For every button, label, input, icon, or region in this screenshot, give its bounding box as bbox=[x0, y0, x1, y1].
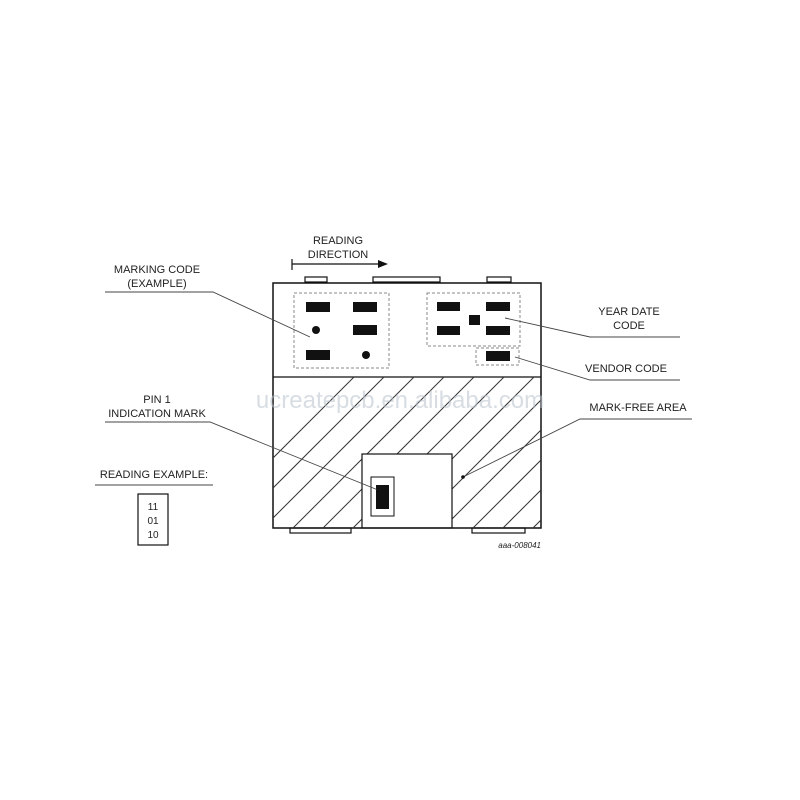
marking-code-label-1: MARKING CODE bbox=[113, 264, 201, 276]
mark-free-area-label: MARK-FREE AREA bbox=[589, 402, 687, 414]
pad-top-right bbox=[487, 277, 511, 282]
reading-example-row-3: 10 bbox=[147, 530, 159, 541]
reading-direction-label-2: DIRECTION bbox=[307, 249, 369, 261]
reading-direction-label-1: READING bbox=[312, 235, 364, 247]
year-date-code-matrix bbox=[427, 293, 520, 346]
year-date-code-label-1: YEAR DATE bbox=[598, 306, 660, 318]
reading-example-row-1: 11 bbox=[147, 502, 159, 513]
pin1-label-2: INDICATION MARK bbox=[108, 408, 206, 420]
pin1-label-1: PIN 1 bbox=[143, 394, 171, 406]
reading-example-label: READING EXAMPLE: bbox=[99, 469, 209, 481]
reference-code: aaa-008041 bbox=[498, 541, 541, 550]
vendor-code-matrix bbox=[476, 348, 519, 365]
marking-code-label-2: (EXAMPLE) bbox=[127, 278, 187, 290]
leader-marking-code bbox=[105, 292, 310, 337]
leader-mark-free bbox=[463, 419, 692, 477]
pad-top-left bbox=[305, 277, 327, 282]
pin1-indication-mark bbox=[371, 477, 394, 516]
leader-year-date bbox=[505, 318, 680, 337]
pad-top-center bbox=[373, 277, 440, 282]
year-date-code-label-2: CODE bbox=[613, 320, 645, 332]
reading-example-row-2: 01 bbox=[147, 516, 159, 527]
marking-code-matrix bbox=[294, 293, 389, 368]
vendor-code-label: VENDOR CODE bbox=[585, 363, 667, 375]
watermark: ucreatepcb.en.alibaba.com bbox=[255, 387, 545, 414]
